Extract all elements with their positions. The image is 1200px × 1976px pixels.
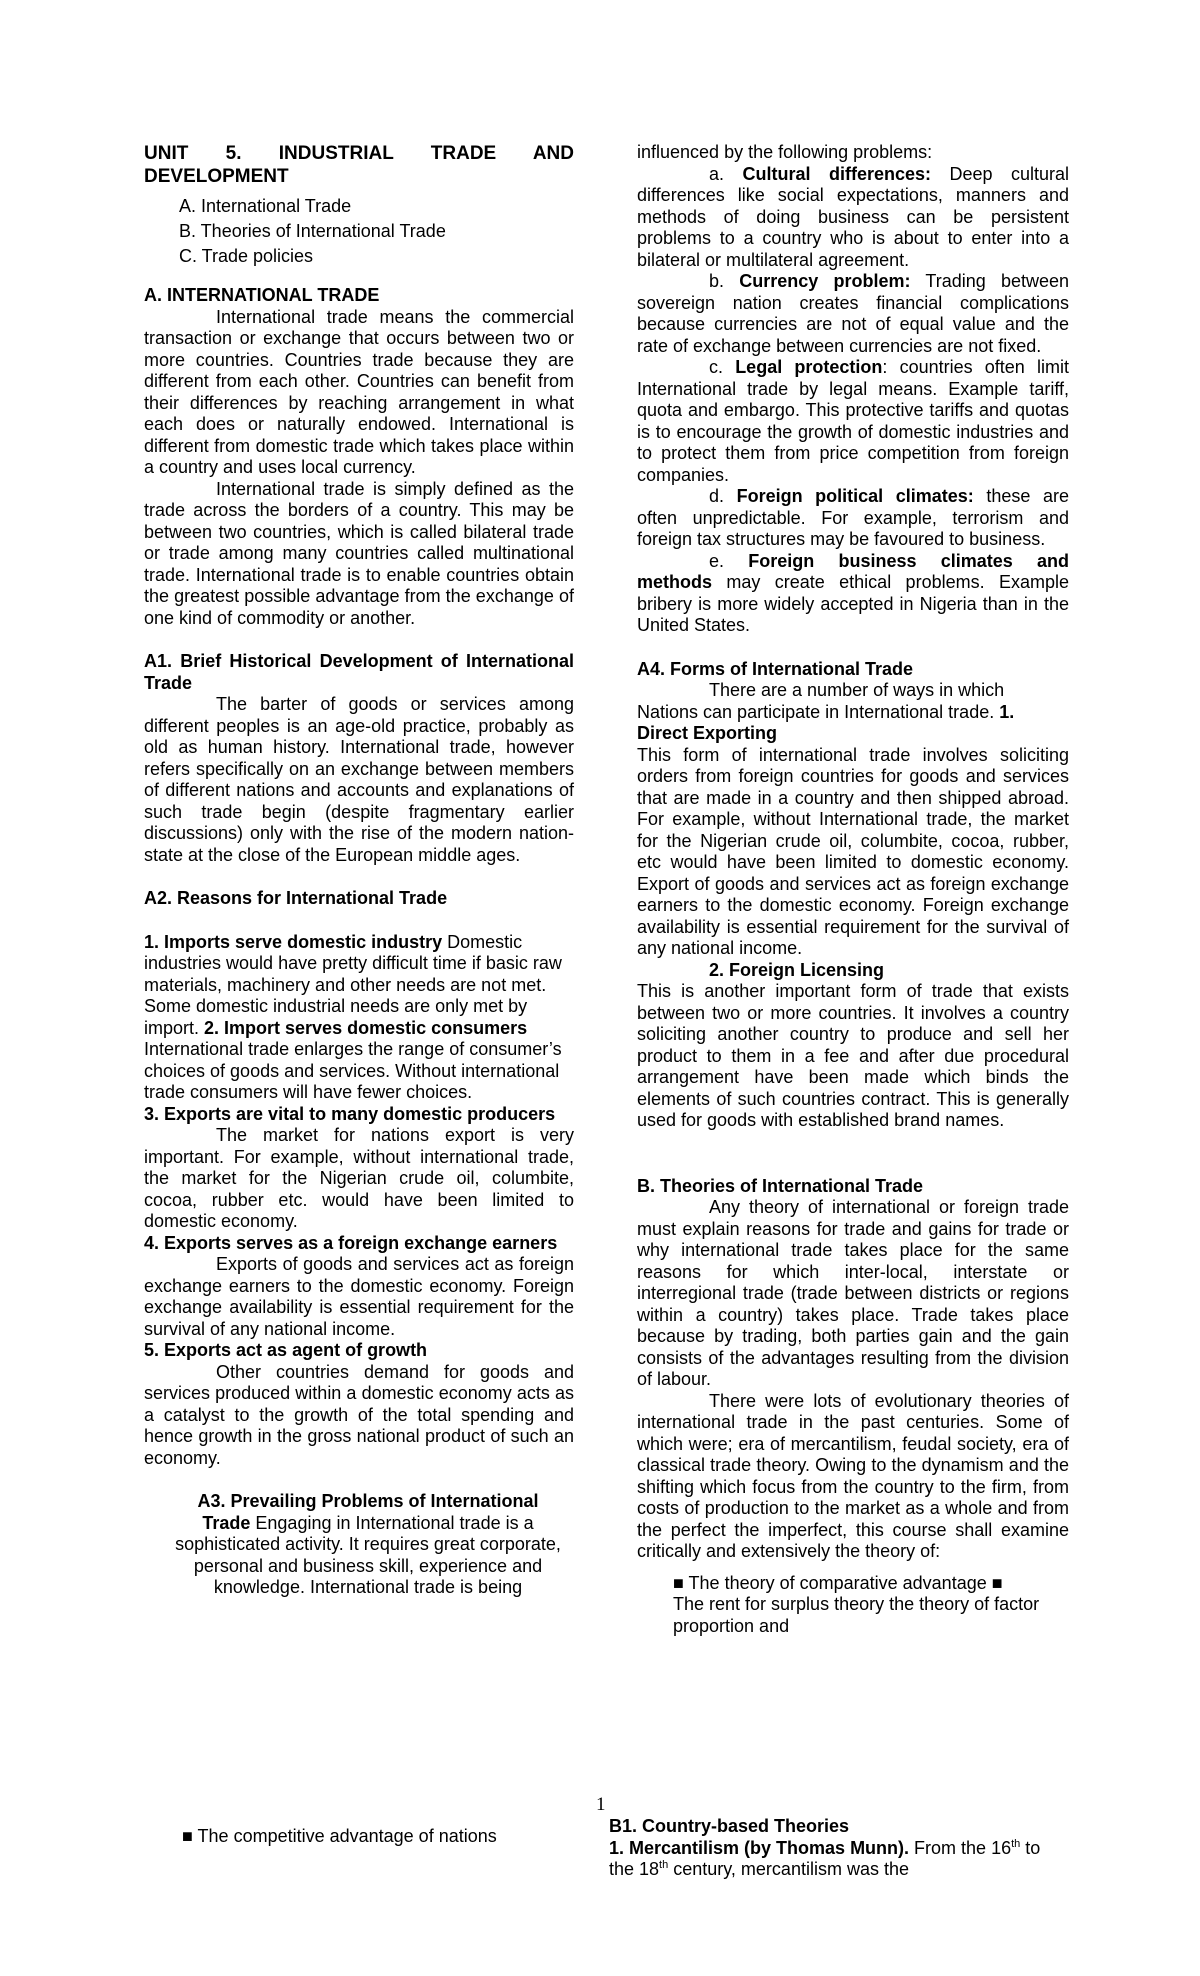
form-1-text: This form of international trade involves soliciting orders from foreign countries for goods and services that are made in a country and then shipped abroad. For example, without International trade, the market for the Nigerian crude oil, columbite, cocoa, rubber, etc would have been limited to domestic economy. Export of goods and services act as foreign exchange earners to the domestic economy. Foreign exchange availability is essential requirement for the survival of any national income.	[637, 744, 1069, 958]
reason-3-heading: 3. Exports are vital to many domestic producers	[144, 1103, 556, 1124]
reason-2-text: International trade enlarges the range of consumer’s choices of goods and services. Without international trade consumers will have fewer choices.	[144, 1039, 562, 1102]
reason-1-text: Domestic industries would have pretty difficult time if basic raw materials, machinery and other needs are not met. Some domestic industrial needs are only met by import.	[144, 931, 562, 1038]
problem-e	[637, 551, 1069, 637]
section-a2-heading: A2. Reasons for International Trade	[144, 888, 448, 908]
section-a3-continued: influenced by the following problems:	[637, 142, 933, 162]
footer-right	[609, 1816, 1049, 1881]
left-column	[144, 142, 574, 1599]
toc-item: C. Trade policies	[179, 246, 314, 266]
section-a3	[144, 1491, 574, 1599]
problem-b-heading: Currency problem:	[739, 271, 911, 291]
section-a-paragraph: International trade is simply defined as the trade across the borders of a country. This may be between two countries, which is called bilateral trade or trade among many countries called multinational trade. International trade is to enable countries obtain the greatest possible advantage from the exchange of one kind of commodity or another.	[144, 478, 574, 628]
reason-2-heading: 2. Import serves domestic consumers	[204, 1017, 528, 1038]
problem-a	[637, 164, 1069, 272]
mercantilism-paragraph	[609, 1838, 1049, 1881]
theory-bullet: ■ The theory of comparative advantage ■	[673, 1572, 1003, 1593]
section-b-paragraph: Any theory of international or foreign trade must explain reasons for trade and gains for trade or why international trade takes place for the same reasons for which inter-local, interstate or interregional trade (trade between districts or regions within a country) takes place. Trade takes place because by trading, both parties gain and the gain consists of the advantages resulting from the division of labour.	[637, 1197, 1069, 1389]
theory-list	[637, 1573, 1069, 1638]
problem-c	[637, 357, 1069, 486]
problem-e-text: may create ethical problems. Example bribery is more widely accepted in Nigeria than in the United States.	[637, 572, 1069, 635]
toc-item: B. Theories of International Trade	[179, 221, 446, 241]
reason-1-2	[144, 932, 574, 1104]
problem-c-text: : countries often limit International trade by legal means. Example tariff, quota and embargo. This protective tariffs and quotas is to encourage the growth of domestic industries and to protect them from price competition from foreign companies.	[637, 357, 1069, 485]
section-a3-intro: Engaging in International trade is a sophisticated activity. It requires great corporate, personal and business skill, experience and knowledge. International trade is being	[175, 1512, 561, 1597]
section-a-heading: A. INTERNATIONAL TRADE	[144, 285, 380, 305]
problem-b	[637, 271, 1069, 357]
reason-4-heading: 4. Exports serves as a foreign exchange earners	[144, 1232, 558, 1253]
problem-e-heading: Foreign business climates and methods	[637, 550, 1070, 592]
form-2-heading: 2. Foreign Licensing	[709, 959, 885, 980]
footer-left	[182, 1826, 582, 1848]
problem-a-text: Deep cultural differences like social expectations, manners and methods of doing business can be persistent problems to a country who is about to enter into a bilateral or multilateral agreement.	[637, 163, 1069, 270]
superscript: th	[659, 1859, 669, 1871]
problem-b-label: b.	[709, 271, 740, 291]
section-a-paragraph: International trade means the commercial transaction or exchange that occurs between two or more countries. Countries trade because they are different from each other. Countries can benefit from their differences by reaching arrangement in what each does or naturally endowed. International is different from domestic trade which takes place within a country and uses local currency.	[144, 306, 574, 477]
table-of-contents	[144, 194, 574, 269]
page-title: UNIT 5. INDUSTRIAL TRADE AND DEVELOPMENT	[144, 143, 574, 187]
problem-d-heading: Foreign political climates:	[736, 486, 974, 506]
problem-d-label: d.	[709, 486, 737, 506]
reason-1-heading: 1. Imports serve domestic industry	[144, 931, 443, 952]
toc-item: A. International Trade	[179, 196, 352, 216]
section-b1-heading: B1. Country-based Theories	[609, 1816, 850, 1836]
mercantilism-text: to the 18	[609, 1837, 1041, 1879]
section-a1-paragraph: The barter of goods or services among different peoples is an age-old practice, probably as old as human history. International trade, however refers specifically on an exchange between members of different nations and accounts and explanations of such trade begin (despite fragmentary earlier discussions) only with the rise of the modern nation-state at the close of the European middle ages.	[144, 694, 574, 865]
page-number: 1	[596, 1794, 606, 1815]
mercantilism-text: From the 16	[909, 1837, 1012, 1858]
reason-5-text: Other countries demand for goods and services produced within a domestic economy acts as a catalyst to the growth of the total spending and hence growth in the gross national product of such an economy.	[144, 1361, 574, 1468]
section-a3-heading-cont: Trade	[202, 1512, 251, 1533]
section-a3-heading: A3. Prevailing Problems of International	[197, 1491, 539, 1511]
problem-a-heading: Cultural differences:	[742, 163, 931, 184]
right-column	[637, 142, 1069, 1637]
theory-bullet: The rent for surplus theory the theory of factor proportion and	[673, 1594, 1040, 1636]
section-a4-intro-text: There are a number of ways in which Nations can participate in International trade.	[637, 680, 1005, 722]
problem-c-heading: Legal protection	[735, 357, 883, 377]
problem-e-label: e.	[709, 550, 749, 571]
theory-bullet: ■ The competitive advantage of nations	[182, 1826, 497, 1846]
mercantilism-heading: 1. Mercantilism (by Thomas Munn).	[609, 1837, 910, 1858]
superscript: th	[1011, 1837, 1021, 1850]
mercantilism-text: century, mercantilism was the	[668, 1859, 909, 1879]
reason-5-heading: 5. Exports act as agent of growth	[144, 1340, 428, 1360]
problem-b-text: Trading between sovereign nation creates financial complications because currencies are not of equal value and the rate of exchange between currencies are not fixed.	[637, 271, 1069, 356]
section-a1-heading: A1. Brief Historical Development of International Trade	[144, 651, 574, 693]
reason-3-text: The market for nations export is very important. For example, without international trade, the market for the Nigerian crude oil, columbite, cocoa, rubber etc. would have been limited to domestic economy.	[144, 1125, 574, 1231]
section-a4-heading: A4. Forms of International Trade	[637, 658, 914, 679]
reason-4-text: Exports of goods and services act as foreign exchange earners to the domestic economy. Foreign exchange availability is essential requirement for the survival of any national income.	[144, 1254, 574, 1339]
section-b-heading: B. Theories of International Trade	[637, 1175, 924, 1196]
problem-c-label: c.	[709, 357, 736, 377]
section-b-paragraph: There were lots of evolutionary theories of international trade in the past centuries. Some of which were; era of mercantilism, feudal society, era of classical trade theory. Owing to the dynamism and the shifting which focus from the country to the firm, from costs of production to the market as a whole and from the perfect the imperfect, this course shall examine critically and extensively the theory of:	[637, 1390, 1069, 1561]
form-1-heading: 1. Direct Exporting	[637, 701, 1015, 743]
form-2-text: This is another important form of trade that exists between two or more countries. It involves a country soliciting another country to produce and sell her product to them in a fee and after due procedural arrangement have been made which binds the elements of such countries contract. This is generally used for goods with established brand names.	[637, 981, 1069, 1130]
problem-d	[637, 486, 1069, 551]
problem-d-text: these are often unpredictable. For example, terrorism and foreign tax structures may be favoured to business.	[637, 486, 1069, 549]
section-a4-intro	[637, 680, 1069, 745]
problem-a-label: a.	[709, 163, 743, 184]
